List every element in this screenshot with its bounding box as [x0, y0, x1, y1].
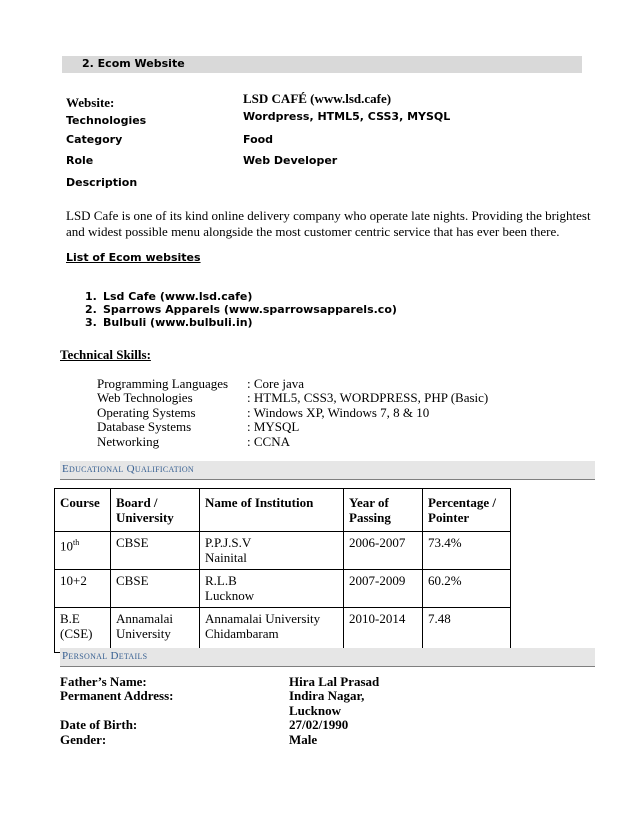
skill-label-db: Database Systems	[97, 419, 192, 434]
skill-value-networking: : CCNA	[247, 434, 290, 449]
cell-percentage: 60.2%	[423, 570, 511, 608]
project-heading: 2. Ecom Website	[82, 57, 185, 70]
skill-value-os: : Windows XP, Windows 7, 8 & 10	[247, 405, 430, 420]
cell-year: 2007-2009	[344, 570, 423, 608]
cell-percentage: 73.4%	[423, 532, 511, 570]
role-label: Role	[66, 154, 94, 167]
website-value: LSD CAFÉ (www.lsd.cafe)	[243, 91, 392, 106]
education-table	[54, 488, 511, 653]
cell-board: CBSE	[111, 570, 200, 608]
cell-course: 10+2	[55, 570, 111, 608]
cell-institution: R.L.B Lucknow	[200, 570, 344, 608]
ecom-list-item-1-num: 1.	[85, 290, 97, 303]
ecom-list-item-3-num: 3.	[85, 316, 97, 329]
col-institution-header: Name of Institution	[200, 489, 344, 532]
dob-value: 27/02/1990	[289, 717, 349, 732]
skill-label-os: Operating Systems	[97, 405, 196, 420]
dob-label: Date of Birth:	[60, 717, 138, 732]
cell-board: Annamalai University	[111, 608, 200, 653]
cell-board: CBSE	[111, 532, 200, 570]
table-row	[55, 570, 511, 608]
project-heading-band	[62, 56, 582, 73]
website-label: Website:	[66, 95, 115, 110]
table-row	[55, 608, 511, 653]
address-line-2: Lucknow	[289, 703, 342, 718]
ecom-list-heading: List of Ecom websites	[66, 251, 201, 264]
gender-label: Gender:	[60, 732, 107, 747]
col-course-header: Course	[55, 489, 111, 532]
ecom-list-item-3: Bulbuli (www.bulbuli.in)	[103, 316, 253, 329]
ecom-list-item-2: Sparrows Apparels (www.sparrowsapparels.co)	[103, 303, 397, 316]
table-row	[55, 532, 511, 570]
cell-institution: Annamalai University Chidambaram	[200, 608, 344, 653]
cell-course: 10th	[55, 532, 111, 570]
skill-label-web: Web Technologies	[97, 390, 193, 405]
cell-course: B.E (CSE)	[55, 608, 111, 653]
skill-value-programming: : Core java	[247, 376, 305, 391]
gender-value: Male	[289, 732, 318, 747]
role-value: Web Developer	[243, 154, 338, 167]
cell-year: 2010-2014	[344, 608, 423, 653]
technologies-label: Technologies	[66, 114, 147, 127]
cell-percentage: 7.48	[423, 608, 511, 653]
education-heading-band	[60, 461, 595, 480]
address-line-1: Indira Nagar,	[289, 688, 365, 703]
col-board-header: Board / University	[111, 489, 200, 532]
description-line-2: and widest possible menu alongside the most customer centric service that has ever been there.	[66, 224, 560, 239]
fathers-name-value: Hira Lal Prasad	[289, 674, 380, 689]
technical-skills-heading: Technical Skills:	[60, 347, 151, 362]
col-percentage-header: Percentage / Pointer	[423, 489, 511, 532]
category-label: Category	[66, 133, 123, 146]
fathers-name-label: Father’s Name:	[60, 674, 147, 689]
education-heading: Educational Qualification	[62, 463, 195, 475]
skill-label-programming: Programming Languages	[97, 376, 229, 391]
col-year-header: Year of Passing	[344, 489, 423, 532]
address-label: Permanent Address:	[60, 688, 174, 703]
skill-label-networking: Networking	[97, 434, 160, 449]
table-header-row	[55, 489, 511, 532]
description-line-1: LSD Cafe is one of its kind online delivery company who operate late nights. Providing the brightest	[66, 208, 591, 223]
cell-institution: P.P.J.S.V Nainital	[200, 532, 344, 570]
ecom-list-item-1: Lsd Cafe (www.lsd.cafe)	[103, 290, 253, 303]
skill-value-db: : MYSQL	[247, 419, 300, 434]
personal-heading: Personal Details	[62, 650, 148, 662]
description-label: Description	[66, 176, 138, 189]
category-value: Food	[243, 133, 274, 146]
ecom-list-item-2-num: 2.	[85, 303, 97, 316]
cell-year: 2006-2007	[344, 532, 423, 570]
skill-value-web: : HTML5, CSS3, WORDPRESS, PHP (Basic)	[247, 390, 489, 405]
personal-heading-band	[60, 648, 595, 667]
technologies-value: Wordpress, HTML5, CSS3, MYSQL	[243, 110, 451, 123]
